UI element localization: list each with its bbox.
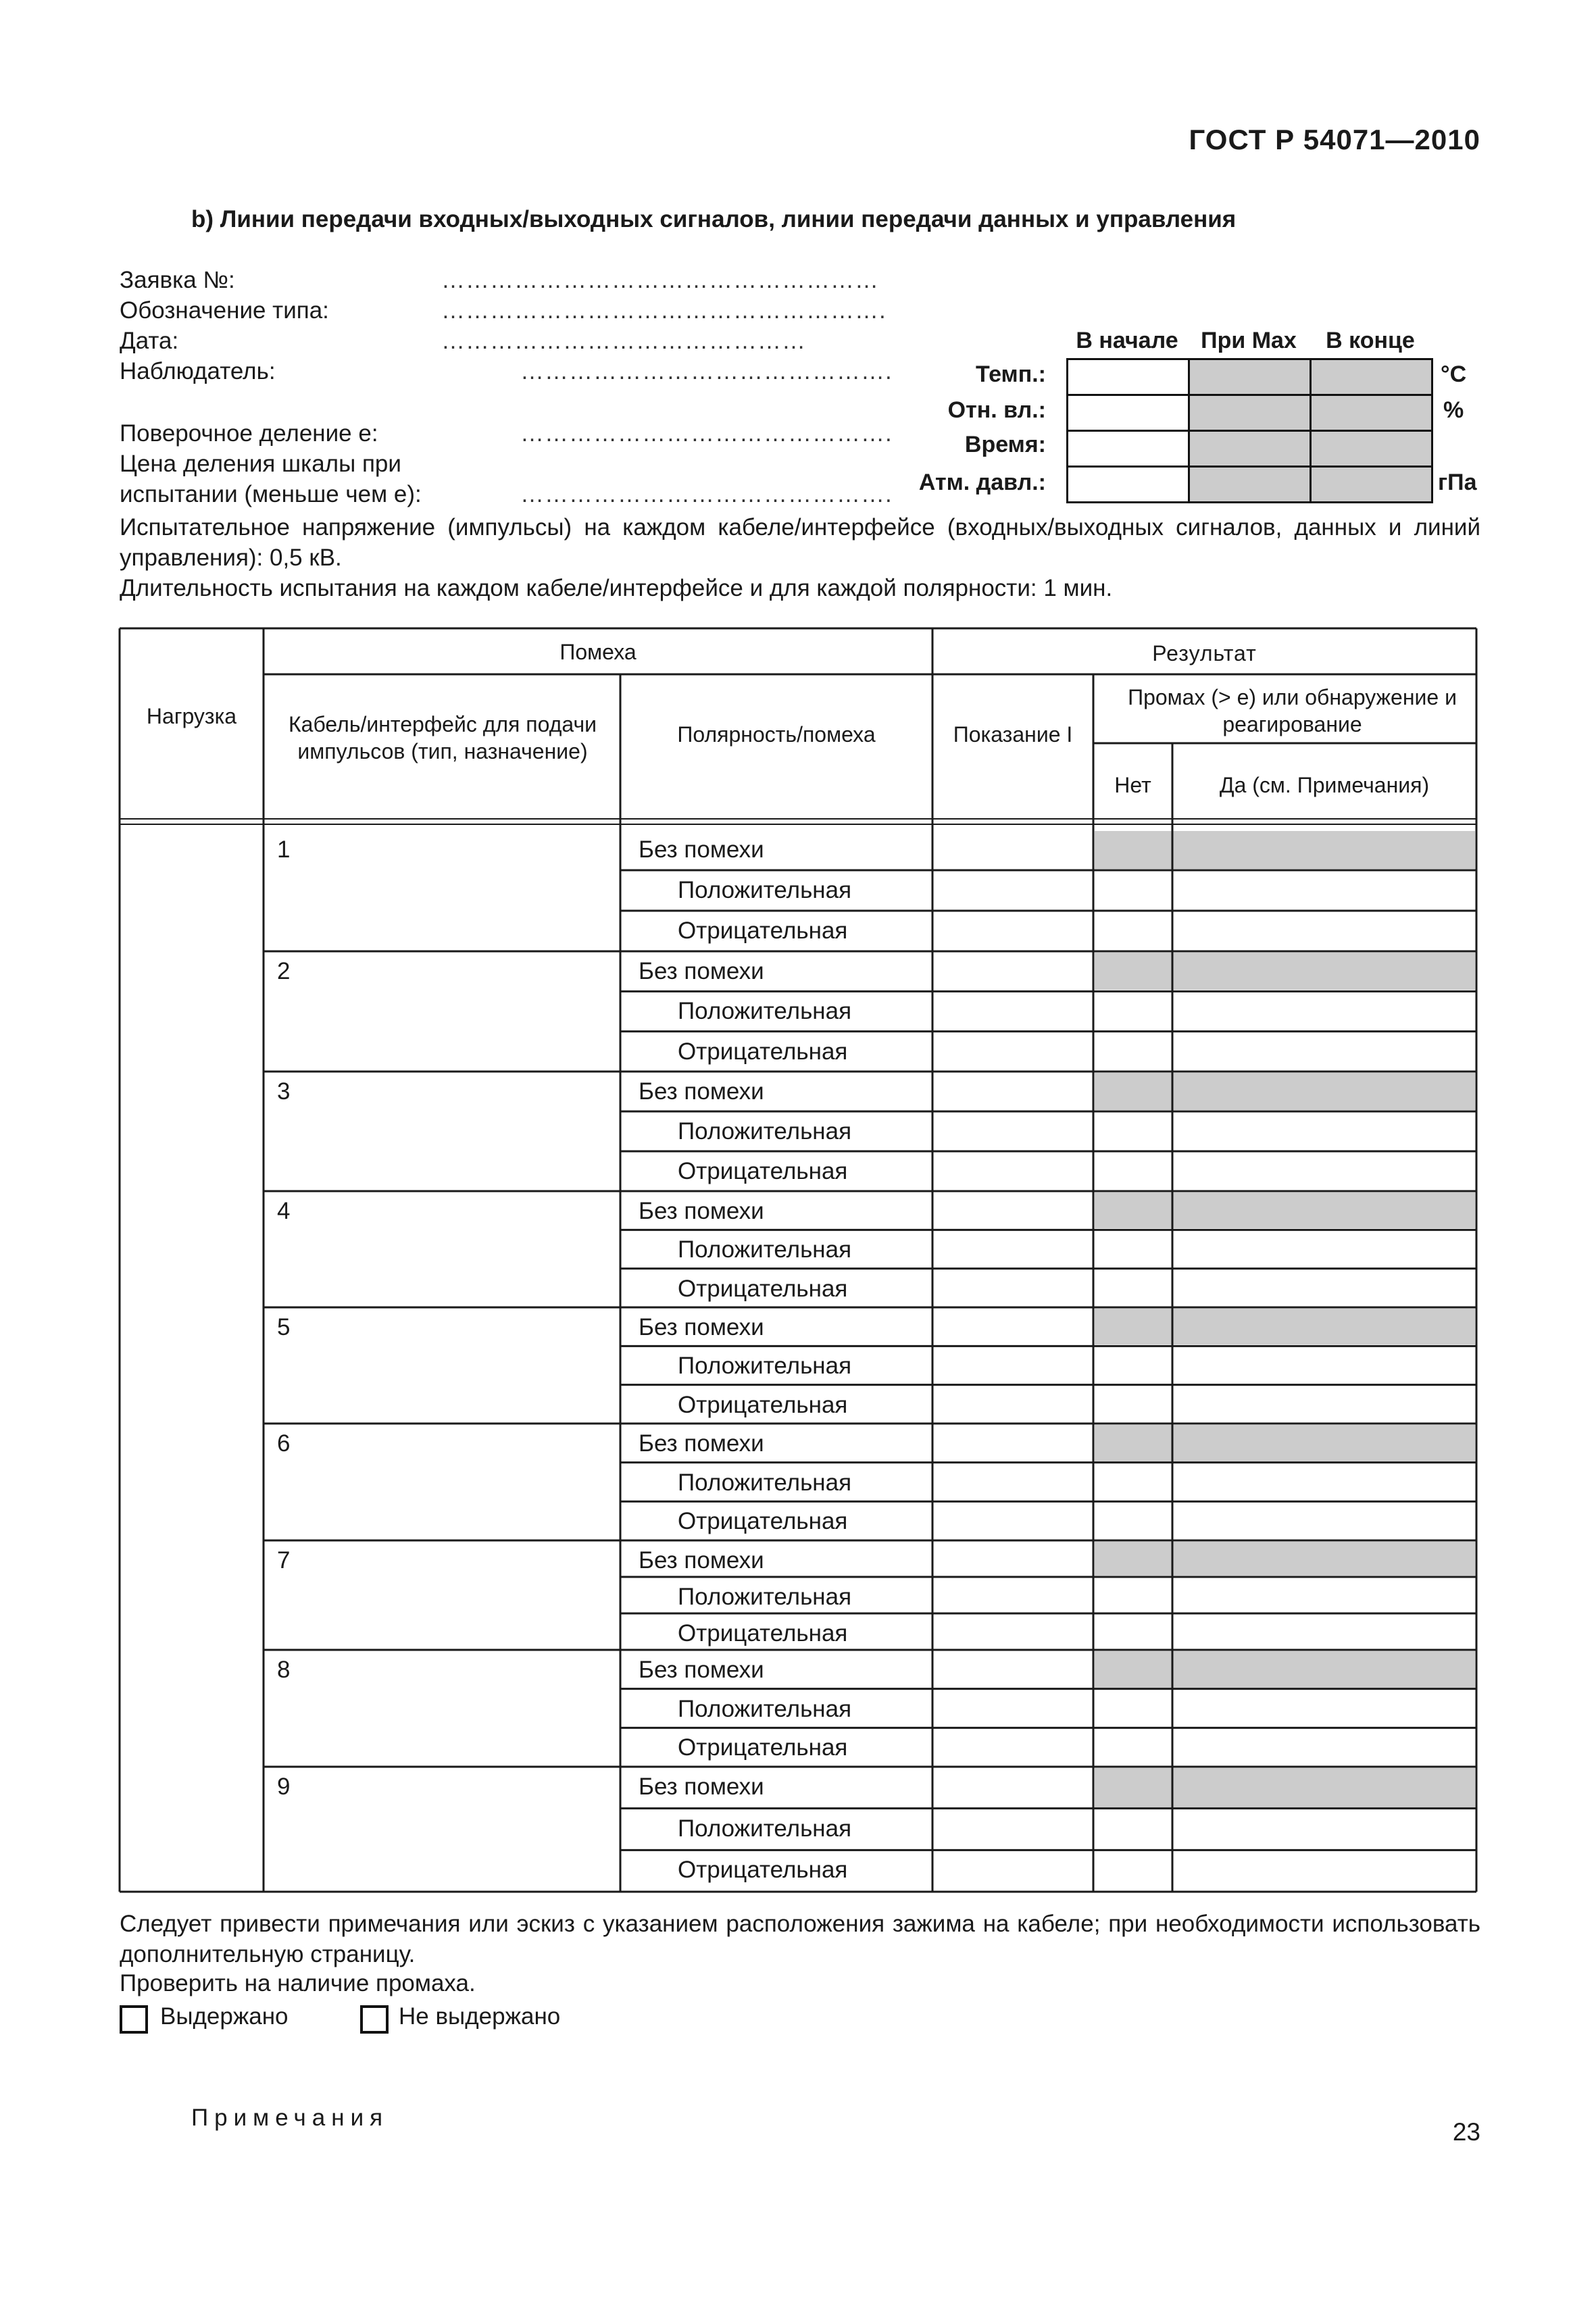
climate-header-start: В начале <box>1076 328 1178 353</box>
row-number: 6 <box>277 1430 291 1457</box>
test-duration-paragraph: Длительность испытания на каждом кабеле/интерфейсе и для каждой полярности: 1 мин. <box>120 575 1113 601</box>
polarity-none: Без помехи <box>639 1314 764 1340</box>
climate-header-max: При Max <box>1201 328 1297 353</box>
row-number: 4 <box>277 1198 291 1224</box>
field-dots-date[interactable]: ……………………………………… <box>441 328 806 354</box>
sketch-note: Следует привести примечания или эскиз с указанием расположения зажима на кабеле; при необходимости использовать дополнительную страницу. <box>120 1911 1480 1967</box>
polarity-negative: Отрицательная <box>678 1734 848 1761</box>
field-label-date: Дата: <box>120 328 179 354</box>
polarity-positive: Положительная <box>678 1353 852 1380</box>
field-label-scale-division: Цена деления шкалы при <box>120 451 401 477</box>
col-header-miss: Промах (> e) или обнаружение и реагирование <box>1128 685 1457 736</box>
climate-label-humidity: Отн. вл.: <box>947 397 1046 423</box>
row-number: 5 <box>277 1314 291 1340</box>
notes-heading: Примечания <box>191 2105 389 2131</box>
polarity-none: Без помехи <box>639 836 764 863</box>
climate-label-pressure: Атм. давл.: <box>918 470 1046 495</box>
document-code: ГОСТ Р 54071—2010 <box>1189 124 1480 155</box>
polarity-negative: Отрицательная <box>678 1508 848 1535</box>
page-number: 23 <box>1452 2118 1480 2146</box>
col-header-load: Нагрузка <box>146 704 237 728</box>
field-dots-scale-division[interactable]: ………………………………………. <box>520 481 893 507</box>
field-dots-verification-division[interactable]: ………………………………………. <box>520 420 893 447</box>
field-label-type: Обозначение типа: <box>120 297 329 324</box>
climate-label-temp: Темп.: <box>976 361 1046 387</box>
failed-label: Не выдержано <box>399 2003 561 2030</box>
row-number: 1 <box>277 836 291 863</box>
field-label-application: Заявка №: <box>120 267 235 293</box>
polarity-positive: Положительная <box>678 1469 852 1496</box>
polarity-positive: Положительная <box>678 1695 852 1722</box>
polarity-negative: Отрицательная <box>678 1275 848 1302</box>
row-number: 2 <box>277 958 291 984</box>
polarity-none: Без помехи <box>639 1198 764 1224</box>
polarity-negative: Отрицательная <box>678 1038 848 1065</box>
group-header-result: Результат <box>1152 641 1257 665</box>
field-label-scale-division-cont: испытании (меньше чем e): <box>120 481 422 507</box>
polarity-positive: Положительная <box>678 998 852 1025</box>
polarity-positive: Положительная <box>678 1584 852 1610</box>
polarity-negative: Отрицательная <box>678 917 848 944</box>
polarity-none: Без помехи <box>639 1078 764 1105</box>
miss-check-instruction: Проверить на наличие промаха. <box>120 1970 476 1996</box>
col-header-reading: Показание I <box>953 722 1073 747</box>
row-number: 3 <box>277 1078 291 1105</box>
polarity-negative: Отрицательная <box>678 1158 848 1184</box>
climate-unit-pressure: гПа <box>1438 470 1477 495</box>
field-label-observer: Наблюдатель: <box>120 358 276 384</box>
climate-unit-temp: °C <box>1441 361 1467 387</box>
polarity-none: Без помехи <box>639 1547 764 1574</box>
row-number: 7 <box>277 1547 291 1574</box>
polarity-none: Без помехи <box>639 958 764 984</box>
row-number: 9 <box>277 1774 291 1800</box>
col-header-cable: Кабель/интерфейс для подачи импульсов (тип, назначение) <box>289 712 597 763</box>
failed-checkbox[interactable] <box>360 2005 389 2034</box>
field-dots-observer[interactable]: ………………………………………. <box>520 358 893 384</box>
group-header-interference: Помеха <box>559 640 637 664</box>
polarity-negative: Отрицательная <box>678 1391 848 1418</box>
field-dots-application[interactable]: ……………………………………………… <box>441 267 879 293</box>
polarity-none: Без помехи <box>639 1774 764 1800</box>
polarity-none: Без помехи <box>639 1430 764 1457</box>
polarity-negative: Отрицательная <box>678 1857 848 1884</box>
col-header-no: Нет <box>1114 773 1151 797</box>
polarity-positive: Положительная <box>678 1815 852 1842</box>
field-dots-type[interactable]: ………………………………………………. <box>441 297 887 324</box>
polarity-positive: Положительная <box>678 1118 852 1145</box>
field-label-verification-division: Поверочное деление e: <box>120 420 378 447</box>
col-header-polarity: Полярность/помеха <box>677 722 876 747</box>
polarity-positive: Положительная <box>678 1236 852 1263</box>
climate-header-end: В конце <box>1326 328 1415 353</box>
test-voltage-paragraph: Испытательное напряжение (импульсы) на каждом кабеле/интерфейсе (входных/выходных сигналов, данных и линий управления): 0,5 кВ. <box>120 514 1480 571</box>
col-header-yes: Да (см. Примечания) <box>1219 773 1430 797</box>
climate-unit-humidity: % <box>1443 397 1464 423</box>
passed-checkbox[interactable] <box>120 2005 148 2034</box>
climate-label-time: Время: <box>964 432 1046 457</box>
polarity-positive: Положительная <box>678 877 852 903</box>
polarity-none: Без помехи <box>639 1657 764 1683</box>
row-number: 8 <box>277 1657 291 1683</box>
section-title: b) Линии передачи входных/выходных сигналов, линии передачи данных и управления <box>191 206 1237 232</box>
polarity-negative: Отрицательная <box>678 1620 848 1646</box>
passed-label: Выдержано <box>160 2003 289 2030</box>
